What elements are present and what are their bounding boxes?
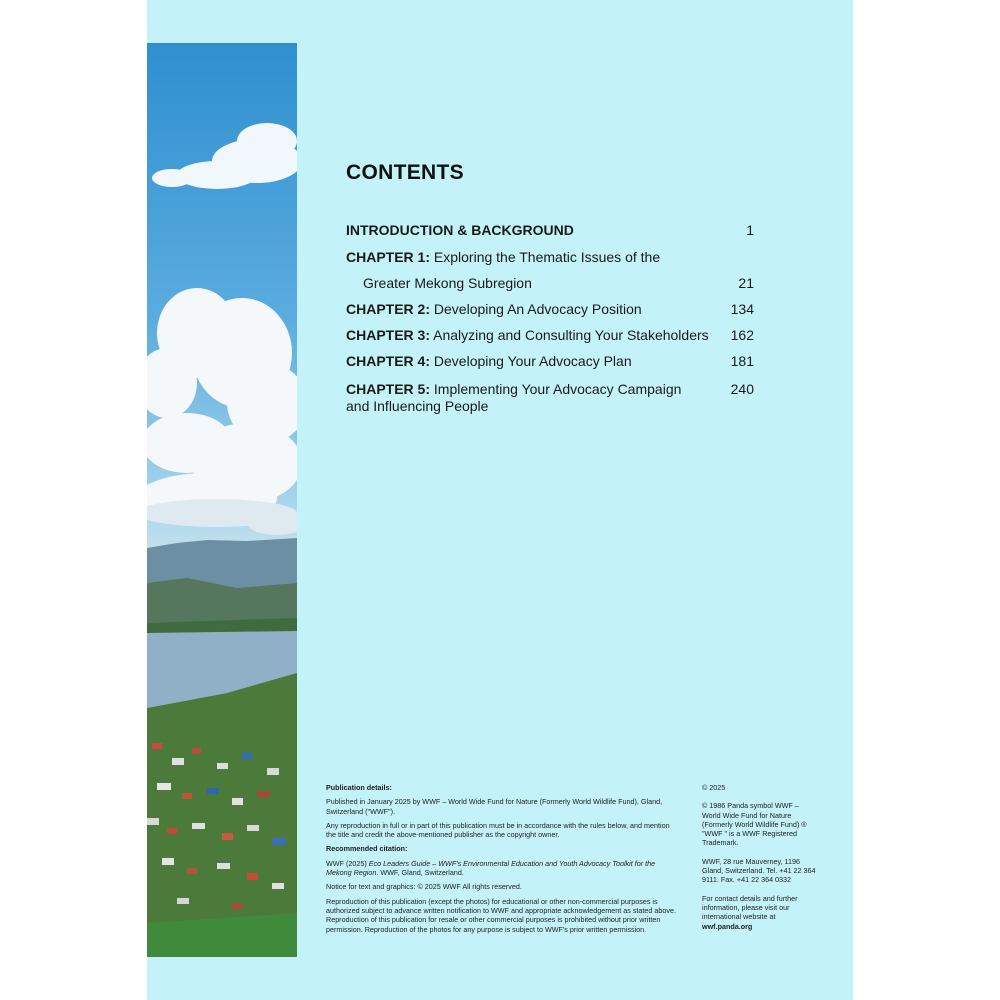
- toc-entry-chapter-1[interactable]: [346, 249, 754, 265]
- citation-heading: Recommended citation:: [326, 844, 408, 854]
- toc-entry-label: Exploring the Thematic Issues of the: [430, 249, 661, 265]
- landscape-photo: [147, 43, 297, 957]
- copyright-year: © 2025: [702, 783, 726, 792]
- toc-entry-chapter-2[interactable]: [346, 301, 754, 317]
- toc-page-number: 240: [730, 381, 754, 397]
- citation-suffix: . WWF, Gland, Switzerland.: [376, 868, 464, 878]
- copyright-sidebar: [702, 783, 817, 931]
- toc-entry-label: Greater Mekong Subregion: [363, 275, 532, 291]
- toc-entry-label: INTRODUCTION & BACKGROUND: [346, 222, 574, 238]
- reproduction-policy-text: Reproduction of this publication (except the photos) for educational or other non-commercial purposes is authorized subject to advance written notification to WWF and appropriate acknowledgement as stated above. Reproduction of this publication for resale or other commercial purposes is prohibited without prior written permission. Reproduction of the photos for any purpose is subject to WWF's prior written permission.: [326, 896, 676, 934]
- toc-entry-chapter-4[interactable]: [346, 353, 754, 369]
- toc-entry-chapter-1-continued[interactable]: [363, 275, 754, 291]
- chapter-number: CHAPTER 3:: [346, 327, 431, 343]
- chapter-number: CHAPTER 1:: [346, 249, 431, 265]
- toc-entry-label: Analyzing and Consulting Your Stakeholders: [430, 327, 709, 343]
- toc-page-number: 134: [730, 301, 754, 317]
- website-link[interactable]: wwf.panda.org: [702, 921, 753, 931]
- toc-entry-introduction[interactable]: [346, 222, 754, 238]
- chapter-number: CHAPTER 5:: [346, 381, 431, 397]
- citation-prefix: WWF (2025): [326, 858, 369, 868]
- toc-page-number: 181: [730, 353, 754, 369]
- toc-entry-label: Developing An Advocacy Position: [430, 301, 642, 317]
- citation-title: Eco Leaders Guide – WWF's Environmental Education and Youth Advocacy Toolkit for the Mekong Region: [326, 858, 656, 878]
- contents-title: CONTENTS: [346, 161, 464, 184]
- toc-entry-label: Developing Your Advocacy Plan: [430, 353, 632, 369]
- chapter-number: CHAPTER 4:: [346, 353, 431, 369]
- toc-entry-label-line-2: and Influencing People: [346, 398, 489, 414]
- publication-details: [326, 783, 676, 939]
- citation-text: [326, 859, 676, 878]
- notice-text: Notice for text and graphics: © 2025 WWF All rights reserved.: [326, 882, 522, 892]
- toc-page-number: 162: [730, 327, 754, 343]
- toc-page-number: 1: [746, 222, 754, 238]
- contact-text: For contact details and further information, please visit our international website at: [702, 893, 798, 922]
- toc-entry-chapter-3[interactable]: [346, 327, 754, 343]
- reproduction-rules-text: Any reproduction in full or in part of this publication must be in accordance with the rules below, and mention the title and credit the above-mentioned publisher as the copyright owner.: [326, 820, 670, 840]
- toc-entry-chapter-5[interactable]: [346, 381, 754, 415]
- published-text: Published in January 2025 by WWF – World Wide Fund for Nature (Formerly World Wildlife Fund), Gland, Switzerland ("WWF").: [326, 797, 663, 816]
- toc-entry-label: Implementing Your Advocacy Campaign: [430, 381, 682, 397]
- toc-page-number: 21: [738, 275, 754, 291]
- chapter-number: CHAPTER 2:: [346, 301, 431, 317]
- trademark-text: © 1986 Panda symbol WWF – World Wide Fund for Nature (Formerly World Wildlife Fund) ® "WWF " is a WWF Registered Trademark.: [702, 801, 807, 848]
- publication-heading: Publication details:: [326, 783, 392, 792]
- address-text: WWF, 28 rue Mauverney, 1196 Gland, Switzerland. Tel. +41 22 364 9111. Fax. +41 22 364 0332: [702, 856, 816, 885]
